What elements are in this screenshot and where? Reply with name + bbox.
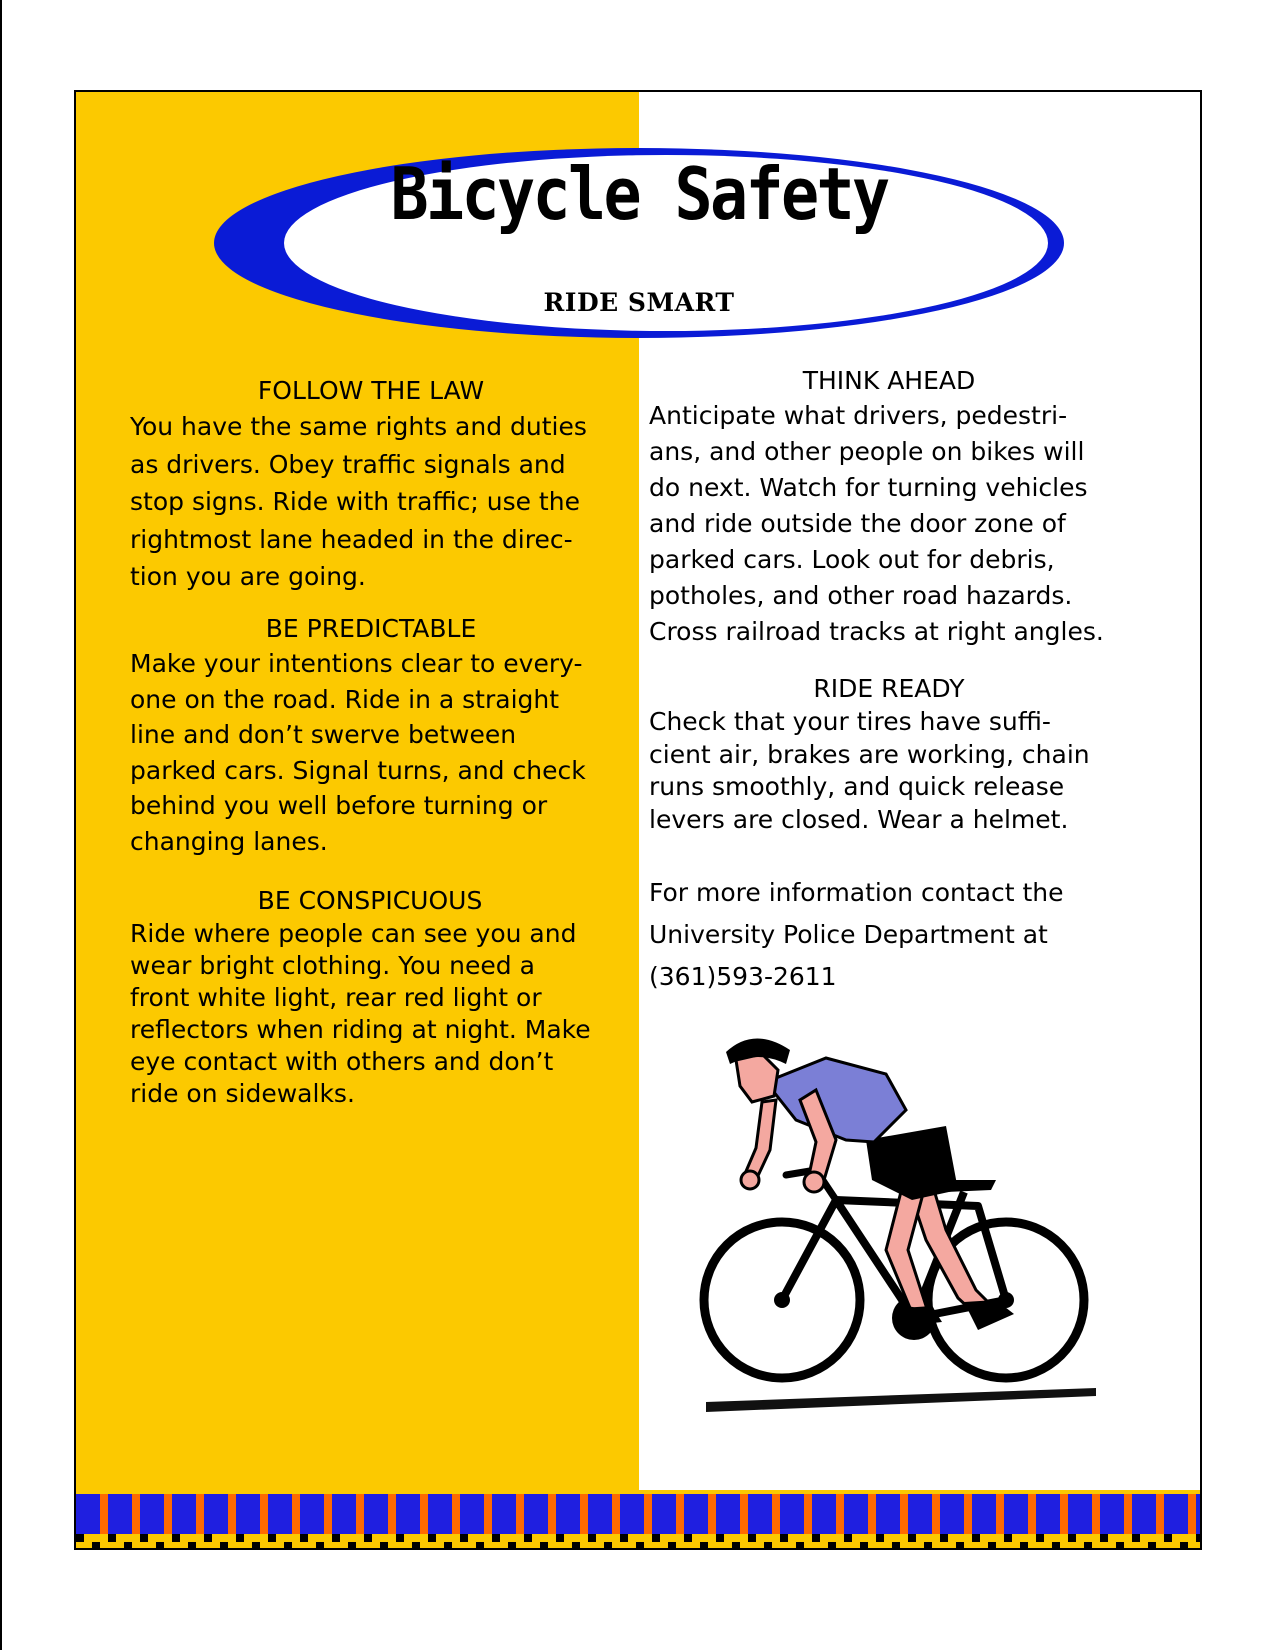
flyer-frame	[74, 90, 1202, 1550]
body-line: Anticipate what drivers, pedestri-	[649, 401, 1068, 430]
body-line: potholes, and other road hazards.	[649, 581, 1073, 610]
contact-info	[649, 872, 1129, 998]
body-line: wear bright clothing. You need a	[130, 951, 535, 980]
body-line: parked cars. Signal turns, and check	[130, 755, 586, 785]
page-title: Bicycle Safety	[390, 152, 888, 236]
body-line: eye contact with others and don’t	[130, 1047, 554, 1076]
section-body	[130, 918, 610, 1110]
body-line: tion you are going.	[130, 562, 366, 591]
body-line: cient air, brakes are working, chain	[649, 739, 1090, 769]
section-body	[130, 646, 600, 859]
body-line: do next. Watch for turning vehicles	[649, 473, 1088, 502]
body-line: ans, and other people on bikes will	[649, 437, 1085, 466]
body-line: line and don’t swerve between	[130, 720, 517, 749]
body-line: levers are closed. Wear a helmet.	[649, 804, 1069, 834]
body-line: one on the road. Ride in a straight	[130, 684, 560, 714]
body-line: Check that your tires have suffi-	[649, 707, 1051, 736]
body-line: runs smoothly, and quick release	[649, 772, 1065, 801]
section-be-predictable	[130, 612, 600, 859]
section-ride-ready	[649, 672, 1129, 836]
body-line: behind you well before turning or	[130, 791, 548, 820]
body-line: rightmost lane headed in the direc-	[130, 524, 573, 554]
section-heading: BE PREDICTABLE	[265, 614, 477, 643]
body-line: Ride where people can see you and	[130, 919, 577, 948]
section-body	[130, 408, 600, 596]
body-line: as drivers. Obey traffic signals and	[130, 449, 566, 479]
body-line: reflectors when riding at night. Make	[130, 1015, 591, 1044]
body-line: and ride outside the door zone of	[649, 509, 1066, 538]
body-line: front white light, rear red light or	[130, 983, 542, 1012]
contact-phone: (361)593-2611	[649, 962, 837, 991]
body-line: ride on sidewalks.	[130, 1079, 355, 1108]
body-line: changing lanes.	[130, 826, 328, 856]
contact-line: For more information contact the	[649, 878, 1064, 907]
page-subtitle: RIDE SMART	[543, 288, 735, 317]
section-heading: RIDE READY	[813, 674, 965, 703]
section-think-ahead	[649, 364, 1129, 650]
section-heading: FOLLOW THE LAW	[257, 376, 485, 405]
section-be-conspicuous	[130, 884, 610, 1110]
section-body	[649, 706, 1129, 836]
checkered-border-icon	[76, 1490, 1200, 1550]
section-heading: THINK AHEAD	[802, 366, 976, 395]
section-follow-the-law	[130, 374, 600, 596]
body-line: Cross railroad tracks at right angles.	[649, 617, 1104, 646]
cyclist-icon	[696, 1030, 1116, 1420]
body-line: Make your intentions clear to every-	[130, 649, 583, 678]
section-heading: BE CONSPICUOUS	[257, 886, 483, 915]
page-edge	[0, 0, 2, 1650]
body-line: You have the same rights and duties	[130, 412, 587, 441]
body-line: stop signs. Ride with traffic; use the	[130, 487, 580, 516]
section-body	[649, 398, 1129, 650]
body-line: parked cars. Look out for debris,	[649, 545, 1055, 574]
contact-line: University Police Department at	[649, 920, 1048, 949]
